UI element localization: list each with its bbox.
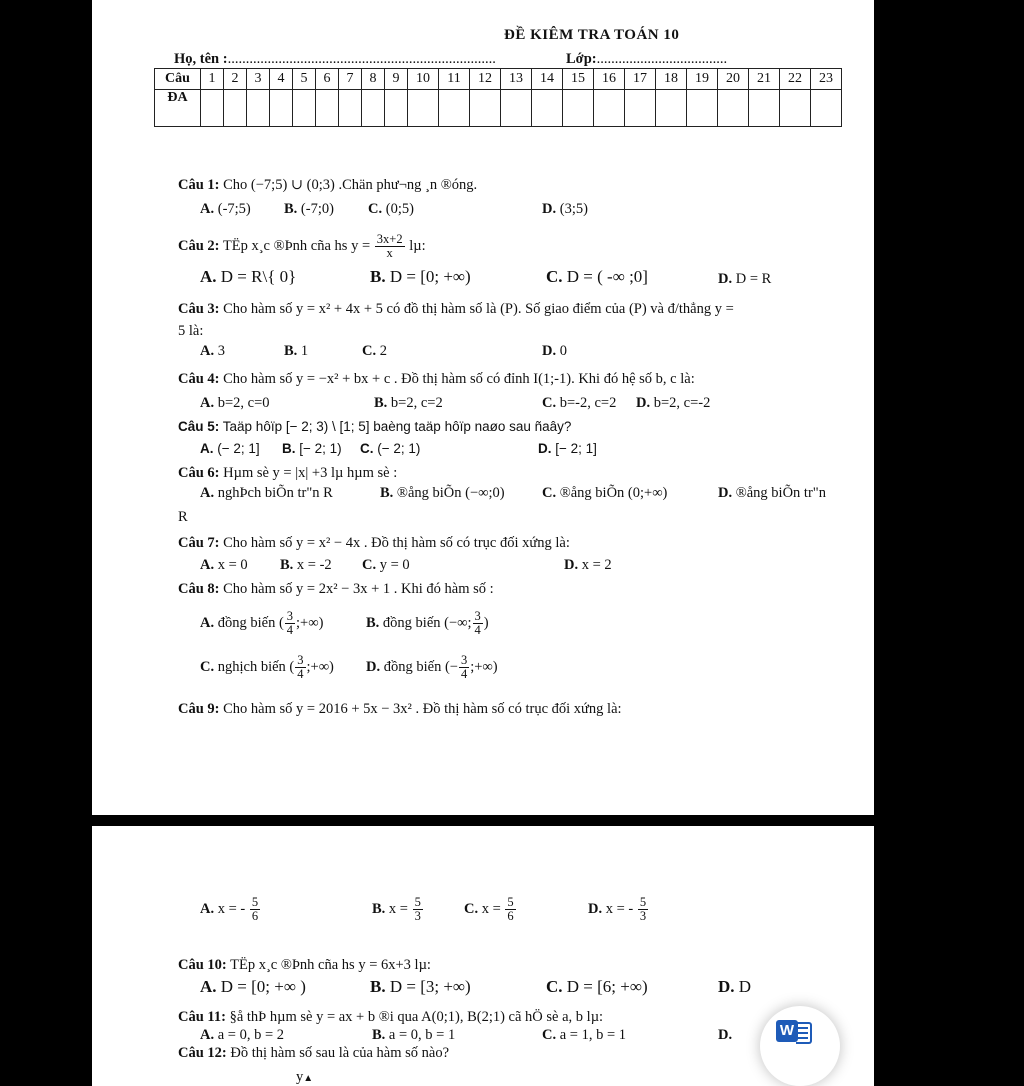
question-12: Câu 12: Đồ thị hàm số sau là của hàm số nào?	[178, 1045, 450, 1061]
answer-cell[interactable]	[439, 90, 470, 127]
q4-option-a: A. b=2, c=0	[200, 395, 270, 411]
q10-option-d: D. D	[718, 977, 752, 996]
class-field: Lớp:....................................	[566, 51, 728, 67]
answer-cell[interactable]	[339, 90, 362, 127]
graph-y-axis-label: y▲	[296, 1069, 314, 1085]
answer-cell[interactable]	[718, 90, 749, 127]
answer-cell[interactable]	[656, 90, 687, 127]
q2-fraction: $\frac{3x+2}{x}$	[376, 232, 403, 261]
answer-cell[interactable]	[408, 90, 439, 127]
page-top	[92, 0, 874, 815]
answer-col-23: 23	[811, 69, 842, 90]
q4-option-d: D. b=2, c=-2	[636, 395, 711, 411]
q11-option-b: B. a = 0, b = 1	[372, 1027, 456, 1043]
word-document-icon	[796, 1022, 812, 1044]
question-1: Câu 1: Cho (−7;5) ∪ (0;3) .Chän phư¬ng ¸n ®óng.	[178, 177, 478, 193]
q2-option-a: A. D = R\{ 0}	[200, 267, 297, 286]
q9-option-b: B. x = $\frac{5}{3}$	[372, 895, 421, 924]
answer-col-21: 21	[749, 69, 780, 90]
q9-option-c: C. x = $\frac{5}{6}$	[464, 895, 514, 924]
answer-col-18: 18	[656, 69, 687, 90]
answer-cell[interactable]	[501, 90, 532, 127]
question-4: Câu 4: Cho hàm số y = −x² + bx + c . Đồ thị hàm số có đỉnh I(1;-1). Khi đó hệ số b, c là:	[178, 371, 695, 387]
q4-option-b: B. b=2, c=2	[374, 395, 443, 411]
q3-option-a: A. 3	[200, 343, 225, 359]
page-bottom	[92, 826, 874, 1086]
q9-option-a: A. x = - $\frac{5}{6}$	[200, 895, 259, 924]
word-app-badge[interactable]	[760, 1006, 840, 1086]
answer-col-14: 14	[532, 69, 563, 90]
q3-option-c: C. 2	[362, 343, 387, 359]
answer-cell[interactable]	[811, 90, 842, 127]
answer-col-4: 4	[270, 69, 293, 90]
question-7: Câu 7: Cho hàm số y = x² − 4x . Đồ thị hàm số có trục đối xứng là:	[178, 535, 570, 551]
q5-option-a: A. (− 2; 1]	[200, 441, 260, 456]
answer-col-12: 12	[470, 69, 501, 90]
q7-option-a: A. x = 0	[200, 557, 248, 573]
q1-option-b: B. (-7;0)	[284, 201, 334, 217]
answer-col-16: 16	[594, 69, 625, 90]
q2-option-d: D. D = R	[718, 271, 772, 287]
q7-option-c: C. y = 0	[362, 557, 410, 573]
page-title: ĐỀ KIÊM TRA TOÁN 10	[504, 27, 680, 43]
q5-option-d: D. [− 2; 1]	[538, 441, 597, 456]
answer-cell[interactable]	[201, 90, 224, 127]
answer-col-6: 6	[316, 69, 339, 90]
answer-cell[interactable]	[594, 90, 625, 127]
question-9: Câu 9: Cho hàm số y = 2016 + 5x − 3x² . Đồ thị hàm số có trục đối xứng là:	[178, 701, 622, 717]
answer-col-9: 9	[385, 69, 408, 90]
answer-col-7: 7	[339, 69, 362, 90]
answer-cell[interactable]	[270, 90, 293, 127]
answer-cell[interactable]	[247, 90, 270, 127]
answer-table-header: Câu	[155, 69, 201, 90]
question-5: Câu 5: Taäp hôïp [− 2; 3) \ [1; 5] baèng taäp hôïp naøo sau ñaây?	[178, 419, 572, 434]
answer-col-5: 5	[293, 69, 316, 90]
q8-option-d: D. đồng biến (− $\frac{3}{4}$ ;+∞)	[366, 653, 498, 682]
q1-option-d: D. (3;5)	[542, 201, 588, 217]
q1-option-c: C. (0;5)	[368, 201, 414, 217]
answer-cell[interactable]	[385, 90, 408, 127]
answer-col-11: 11	[439, 69, 470, 90]
answer-cell[interactable]	[532, 90, 563, 127]
q11-option-c: C. a = 1, b = 1	[542, 1027, 627, 1043]
q11-option-a: A. a = 0, b = 2	[200, 1027, 285, 1043]
answer-col-3: 3	[247, 69, 270, 90]
q10-option-a: A. D = [0; +∞ )	[200, 977, 306, 996]
q1-option-a: A. (-7;5)	[200, 201, 251, 217]
answer-cell[interactable]	[625, 90, 656, 127]
answer-col-19: 19	[687, 69, 718, 90]
question-11: Câu 11: §å thÞ hµm sè y = ax + b ®i qua A(0;1), B(2;1) cã hÖ sè a, b lµ:	[178, 1009, 604, 1025]
answer-col-1: 1	[201, 69, 224, 90]
answer-cell[interactable]	[362, 90, 385, 127]
answer-cell[interactable]	[470, 90, 501, 127]
answer-col-10: 10	[408, 69, 439, 90]
answer-table	[154, 68, 842, 127]
q3-option-b: B. 1	[284, 343, 309, 359]
answer-col-15: 15	[563, 69, 594, 90]
answer-col-22: 22	[780, 69, 811, 90]
answer-col-8: 8	[362, 69, 385, 90]
q10-option-c: C. D = [6; +∞)	[546, 977, 648, 996]
answer-col-2: 2	[224, 69, 247, 90]
q5-option-c: C. (− 2; 1)	[360, 441, 421, 456]
q6-option-c: C. ®ång biÕn (0;+∞)	[542, 485, 668, 501]
q4-option-c: C. b=-2, c=2	[542, 395, 617, 411]
answer-col-13: 13	[501, 69, 532, 90]
q9-option-d: D. x = - $\frac{5}{3}$	[588, 895, 647, 924]
answer-cell[interactable]	[687, 90, 718, 127]
answer-col-20: 20	[718, 69, 749, 90]
question-3: Câu 3: Cho hàm số y = x² + 4x + 5 có đồ thị hàm số là (P). Số giao điểm của (P) và đ/thẳng y =	[178, 301, 734, 317]
q7-option-d: D. x = 2	[564, 557, 612, 573]
answer-cell[interactable]	[780, 90, 811, 127]
q2-option-c: C. D = ( -∞ ;0]	[546, 267, 648, 286]
answer-cell[interactable]	[749, 90, 780, 127]
question-8: Câu 8: Cho hàm số y = 2x² − 3x + 1 . Khi đó hàm số :	[178, 581, 494, 597]
answer-cell[interactable]	[316, 90, 339, 127]
q7-option-b: B. x = -2	[280, 557, 332, 573]
q8-option-c: C. nghịch biến ( $\frac{3}{4}$ ;+∞)	[200, 653, 334, 682]
q3-option-d: D. 0	[542, 343, 567, 359]
word-letter: W	[776, 1020, 798, 1042]
q6-option-d-wrap: R	[178, 509, 188, 525]
question-3-cont: 5 là:	[178, 323, 204, 339]
q5-option-b: B. [− 2; 1)	[282, 441, 342, 456]
name-field: Họ, tên :..........................................................................	[174, 51, 496, 67]
question-10: Câu 10: TËp x¸c ®Þnh cña hs y = 6x+3 lµ:	[178, 957, 431, 973]
q6-option-a: A. nghÞch biÕn tr"n R	[200, 485, 333, 501]
q8-option-b: B. đồng biến (−∞; $\frac{3}{4}$ )	[366, 609, 489, 638]
answer-col-17: 17	[625, 69, 656, 90]
answer-row-label: ĐA	[155, 90, 201, 127]
answer-cell[interactable]	[293, 90, 316, 127]
q8-option-a: A. đồng biến ( $\frac{3}{4}$ ;+∞)	[200, 609, 324, 638]
q6-option-b: B. ®ång biÕn (−∞;0)	[380, 485, 505, 501]
q2-option-b: B. D = [0; +∞)	[370, 267, 471, 286]
q6-option-d: D. ®ång biÕn tr"n	[718, 485, 826, 501]
question-6: Câu 6: Hµm sè y = |x| +3 lµ hµm sè :	[178, 465, 398, 481]
q10-option-b: B. D = [3; +∞)	[370, 977, 471, 996]
answer-cell[interactable]	[224, 90, 247, 127]
q11-option-d: D.	[718, 1027, 733, 1043]
question-2: Câu 2: TËp x¸c ®Þnh cña hs y = $\frac{3x+2}{x}$ lµ:	[178, 232, 426, 261]
answer-cell[interactable]	[563, 90, 594, 127]
